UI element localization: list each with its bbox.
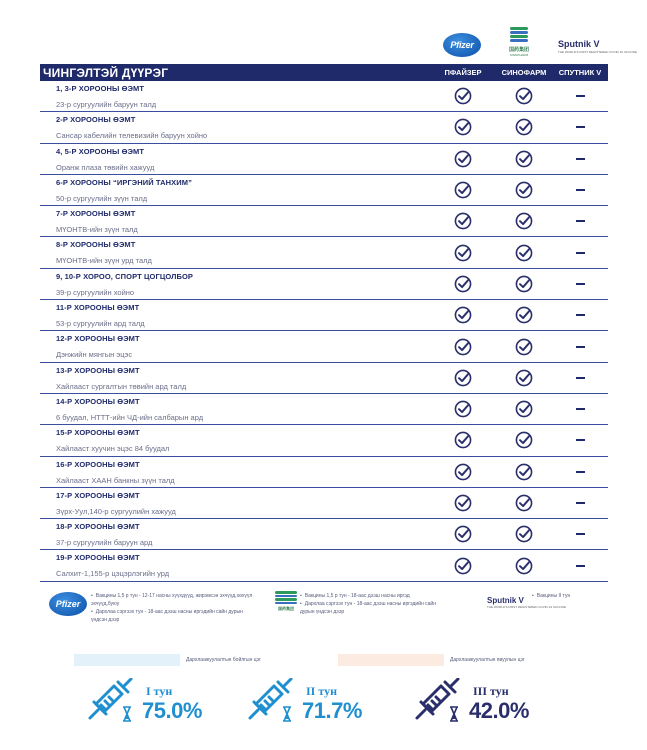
check-icon xyxy=(515,275,533,293)
cell-sinopharm xyxy=(496,144,552,174)
check-icon xyxy=(515,525,533,543)
check-icon xyxy=(454,306,472,324)
site-title: 8-Р ХОРООНЫ ӨЭМТ xyxy=(56,240,136,250)
cell-sputnik xyxy=(552,363,608,393)
cell-sputnik xyxy=(552,144,608,174)
site-title: 13-Р ХОРООНЫ ӨЭМТ xyxy=(56,365,140,375)
cell-sinopharm xyxy=(496,269,552,299)
cell-sinopharm xyxy=(496,237,552,267)
cell-sinopharm xyxy=(496,394,552,424)
site-title: 1, 3-Р ХОРООНЫ ӨЭМТ xyxy=(56,84,145,93)
site-location xyxy=(40,175,430,205)
cell-pfizer xyxy=(430,237,496,267)
sputnik-notes xyxy=(532,592,622,600)
sputnik-logo: Sputnik V THE WORLD'S FIRST REGISTERED COVID-19 VACCINE xyxy=(487,596,566,609)
site-location xyxy=(40,300,430,330)
cell-sputnik xyxy=(552,237,608,267)
site-address: Хайлааст сургалтын төвийн ард талд xyxy=(56,381,187,391)
table-row xyxy=(40,488,608,519)
site-title: 12-Р ХОРООНЫ ӨЭМТ xyxy=(56,334,140,344)
check-icon xyxy=(515,463,533,481)
check-icon xyxy=(515,244,533,262)
site-location xyxy=(40,206,430,236)
site-location xyxy=(40,269,430,299)
cell-pfizer xyxy=(430,457,496,487)
col-header-sputnik: СПУТНИК V xyxy=(558,68,602,77)
check-icon xyxy=(454,181,472,199)
cell-pfizer xyxy=(430,81,496,111)
dose-percentage: 71.7% xyxy=(302,698,362,723)
dash-icon xyxy=(576,565,585,567)
check-icon xyxy=(454,463,472,481)
col-header-pfizer: ПФАЙЗЕР xyxy=(444,68,482,77)
cell-pfizer xyxy=(430,331,496,361)
vaccination-sites-table xyxy=(40,64,608,582)
dash-icon xyxy=(576,252,585,254)
legend-swatch-fixed xyxy=(74,654,180,666)
site-location xyxy=(40,519,430,549)
table-header xyxy=(40,64,608,81)
site-address: Хайлааст хуучин эцэс 84 буудал xyxy=(56,444,170,454)
site-address: 6 буудал, НТТТ-ийн ЧД-ийн салбарын ард xyxy=(56,412,204,422)
table-row xyxy=(40,175,608,206)
check-icon xyxy=(515,118,533,136)
sputnik-logo: Sputnik V THE WORLD'S FIRST REGISTERED COVID-19 VACCINE xyxy=(558,39,637,54)
site-location xyxy=(40,457,430,487)
site-title: 9, 10-Р ХОРОО, СПОРТ ЦОГЦОЛБОР xyxy=(56,271,194,281)
check-icon xyxy=(454,87,472,105)
check-icon xyxy=(515,557,533,575)
cell-sinopharm xyxy=(496,488,552,518)
site-title: 4, 5-Р ХОРООНЫ ӨЭМТ xyxy=(56,146,145,156)
dash-icon xyxy=(576,126,585,128)
cell-pfizer xyxy=(430,300,496,330)
hourglass-icon xyxy=(449,706,459,722)
legend-swatch-mobile xyxy=(338,654,444,666)
table-row xyxy=(40,550,608,581)
table-row xyxy=(40,394,608,425)
cell-sputnik xyxy=(552,269,608,299)
dash-icon xyxy=(576,439,585,441)
cell-sputnik xyxy=(552,81,608,111)
hourglass-icon xyxy=(122,706,132,722)
cell-sinopharm xyxy=(496,112,552,142)
check-icon xyxy=(454,400,472,418)
cell-sputnik xyxy=(552,175,608,205)
dash-icon xyxy=(576,314,585,316)
check-icon xyxy=(515,338,533,356)
check-icon xyxy=(454,244,472,262)
note-item: • Вакцины II тун xyxy=(532,592,622,600)
site-address: 50-р сургуулийн зүүн талд xyxy=(56,193,148,203)
table-row xyxy=(40,457,608,488)
dash-icon xyxy=(576,220,585,222)
site-location xyxy=(40,112,430,142)
dash-icon xyxy=(576,346,585,348)
sinopharm-logo: 国药集团 xyxy=(275,590,297,620)
dose-percentage: 42.0% xyxy=(469,698,529,723)
dose-label: II тун xyxy=(306,684,337,698)
site-address: 53-р сургуулийн ард талд xyxy=(56,319,145,329)
cell-pfizer xyxy=(430,206,496,236)
dash-icon xyxy=(576,533,585,535)
table-row xyxy=(40,519,608,550)
site-address: МҮОНТВ-ийн зүүн талд xyxy=(56,225,138,235)
pfizer-notes xyxy=(91,592,256,624)
table-row xyxy=(40,144,608,175)
hourglass-icon xyxy=(282,706,292,722)
note-item: • Вакцины 1,5 р тун - 18-аас дээш насны иргэд xyxy=(300,592,450,600)
cell-sputnik xyxy=(552,394,608,424)
check-icon xyxy=(515,87,533,105)
check-icon xyxy=(515,400,533,418)
vaccine-notes xyxy=(0,588,647,633)
sinopharm-logo: 国药集团 SINOPHARM xyxy=(506,26,532,60)
site-location xyxy=(40,81,430,111)
cell-pfizer xyxy=(430,394,496,424)
dash-icon xyxy=(576,408,585,410)
cell-sinopharm xyxy=(496,300,552,330)
cell-sinopharm xyxy=(496,363,552,393)
check-icon xyxy=(515,369,533,387)
note-item: • Вакцины 1,5 р тун - 12-17 насны хүүхдүүд, жирэмсэн эхчүүд,хөхүүл эхчүүд,буюу xyxy=(91,592,256,608)
site-location xyxy=(40,144,430,174)
cell-sinopharm xyxy=(496,457,552,487)
cell-sinopharm xyxy=(496,81,552,111)
district-title: ЧИНГЭЛТЭЙ ДҮҮРЭГ xyxy=(43,65,169,80)
site-address: Салхит-1,155-р цэцэрлэгийн урд xyxy=(56,569,170,579)
check-icon xyxy=(454,369,472,387)
note-item: • Дархлаа сэргээх тун - 18-аас дээш насны иргэдийн сайн дурын үндсэн дээр xyxy=(300,600,450,616)
cell-sputnik xyxy=(552,331,608,361)
cell-sinopharm xyxy=(496,331,552,361)
table-row xyxy=(40,331,608,362)
check-icon xyxy=(515,494,533,512)
site-title: 19-Р ХОРООНЫ ӨЭМТ xyxy=(56,553,140,563)
site-title: 16-Р ХОРООНЫ ӨЭМТ xyxy=(56,459,140,469)
site-title: 7-Р ХОРООНЫ ӨЭМТ xyxy=(56,209,136,219)
site-address: Дэнжийн мянгын эцэс xyxy=(56,350,133,360)
cell-sinopharm xyxy=(496,175,552,205)
cell-sputnik xyxy=(552,206,608,236)
cell-pfizer xyxy=(430,488,496,518)
note-item: • Дархлаа сэргээх тун - 18-аас дээш насны иргэдийн сайн дурын үндсэн дээр xyxy=(91,608,256,624)
cell-pfizer xyxy=(430,425,496,455)
check-icon xyxy=(515,150,533,168)
dose-label: III тун xyxy=(473,684,509,698)
table-row xyxy=(40,363,608,394)
site-address: Зүрх-Уул,140-р сургуулийн хажууд xyxy=(56,506,176,516)
site-location xyxy=(40,363,430,393)
cell-pfizer xyxy=(430,519,496,549)
check-icon xyxy=(454,338,472,356)
legend-label-fixed: Дархлаажуулалтын бойлгын цэг xyxy=(186,657,261,663)
site-address: 23-р сургуулийн баруун талд xyxy=(56,100,157,109)
vaccine-logos xyxy=(0,24,647,64)
site-title: 2-Р ХОРООНЫ ӨЭМТ xyxy=(56,115,136,125)
pfizer-logo: Pfizer xyxy=(443,33,481,57)
cell-sputnik xyxy=(552,550,608,580)
dash-icon xyxy=(576,158,585,160)
cell-sinopharm xyxy=(496,519,552,549)
table-body xyxy=(40,81,608,582)
cell-sputnik xyxy=(552,112,608,142)
check-icon xyxy=(515,306,533,324)
check-icon xyxy=(515,181,533,199)
cell-sinopharm xyxy=(496,550,552,580)
site-address: Хайлааст ХААН банкны зүүн талд xyxy=(56,475,175,485)
check-icon xyxy=(454,431,472,449)
point-type-legend xyxy=(0,654,647,668)
table-row xyxy=(40,269,608,300)
site-address: Сансар кабелийн телевизийн баруун хойно xyxy=(56,131,208,141)
dash-icon xyxy=(576,502,585,504)
table-row xyxy=(40,300,608,331)
table-row xyxy=(40,425,608,456)
sinopharm-notes xyxy=(300,592,450,616)
check-icon xyxy=(515,212,533,230)
cell-pfizer xyxy=(430,112,496,142)
table-row xyxy=(40,81,608,112)
check-icon xyxy=(454,557,472,575)
site-address: 39-р сургуулийн хойно xyxy=(56,287,135,297)
cell-sputnik xyxy=(552,300,608,330)
cell-sinopharm xyxy=(496,425,552,455)
pfizer-logo: Pfizer xyxy=(49,592,87,616)
site-title: 6-Р ХОРООНЫ “ИРГЭНИЙ ТАНХИМ” xyxy=(56,177,192,187)
cell-sputnik xyxy=(552,488,608,518)
site-title: 17-Р ХОРООНЫ ӨЭМТ xyxy=(56,490,140,500)
dose-percentage: 75.0% xyxy=(142,698,202,723)
site-title: 15-Р ХОРООНЫ ӨЭМТ xyxy=(56,428,140,438)
site-title: 14-Р ХОРООНЫ ӨЭМТ xyxy=(56,396,140,406)
dash-icon xyxy=(576,471,585,473)
site-location xyxy=(40,425,430,455)
table-row xyxy=(40,237,608,268)
site-location xyxy=(40,550,430,580)
table-row xyxy=(40,206,608,237)
check-icon xyxy=(454,525,472,543)
site-address: 37-р сургуулийн баруун ард xyxy=(56,538,153,548)
check-icon xyxy=(454,275,472,293)
cell-pfizer xyxy=(430,269,496,299)
dash-icon xyxy=(576,377,585,379)
dose-label: I тун xyxy=(146,684,173,698)
site-location xyxy=(40,331,430,361)
cell-sputnik xyxy=(552,457,608,487)
check-icon xyxy=(454,212,472,230)
check-icon xyxy=(454,150,472,168)
site-location xyxy=(40,237,430,267)
cell-pfizer xyxy=(430,144,496,174)
cell-pfizer xyxy=(430,175,496,205)
cell-sinopharm xyxy=(496,206,552,236)
site-title: 11-Р ХОРООНЫ ӨЭМТ xyxy=(56,303,140,313)
check-icon xyxy=(454,118,472,136)
cell-sputnik xyxy=(552,519,608,549)
site-address: МҮОНТВ-ийн зүүн урд талд xyxy=(56,256,152,266)
cell-pfizer xyxy=(430,550,496,580)
site-title: 18-Р ХОРООНЫ ӨЭМТ xyxy=(56,522,140,532)
check-icon xyxy=(454,494,472,512)
legend-label-mobile: Дархлаажуулалтын явуулын цэг xyxy=(450,657,525,663)
cell-pfizer xyxy=(430,363,496,393)
check-icon xyxy=(515,431,533,449)
cell-sputnik xyxy=(552,425,608,455)
dash-icon xyxy=(576,95,585,97)
site-address: Оранж плаза төвийн хажууд xyxy=(56,162,155,172)
dash-icon xyxy=(576,189,585,191)
table-row xyxy=(40,112,608,143)
col-header-sinopharm: СИНОФАРМ xyxy=(501,68,547,77)
dash-icon xyxy=(576,283,585,285)
site-location xyxy=(40,488,430,518)
site-location xyxy=(40,394,430,424)
